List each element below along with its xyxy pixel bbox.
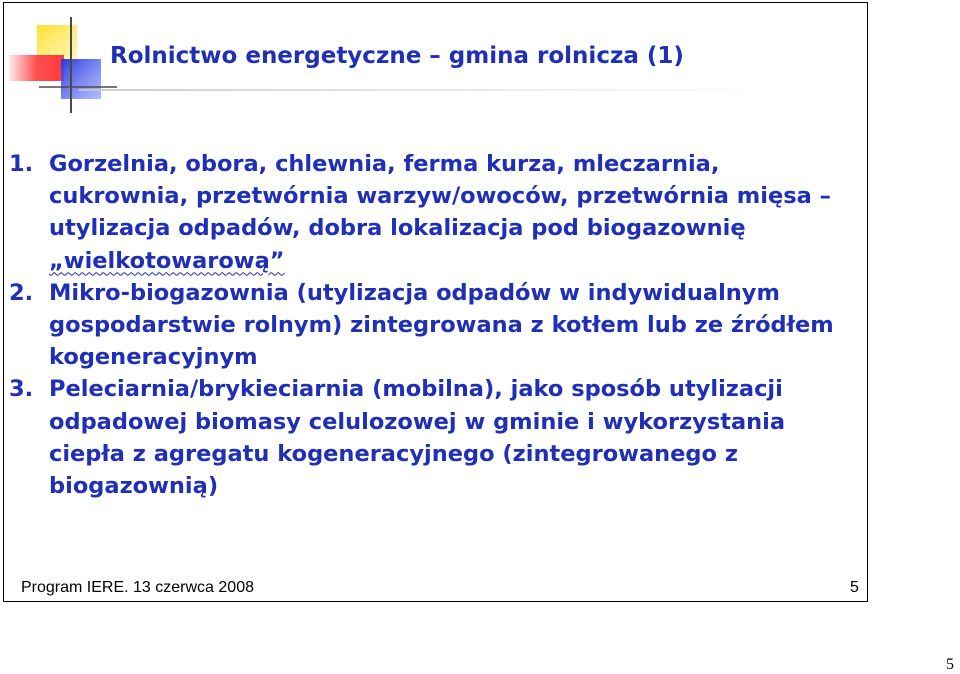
slide-title: Rolnictwo energetyczne – gmina rolnicza (1) <box>110 43 684 69</box>
list-item-number: 3. <box>9 376 34 403</box>
list-item-underlined-text: „wielkotowarową” <box>49 247 285 274</box>
title-underline <box>79 89 779 91</box>
page-number: 5 <box>946 656 954 673</box>
list-item <box>9 148 859 277</box>
list-item <box>9 373 859 502</box>
footer-slide-number: 5 <box>850 579 859 596</box>
footer-text: Program IERE. 13 czerwca 2008 <box>21 579 254 596</box>
list-item-text: Mikro-biogazownia (utylizacja odpadów w indywidualnym gospodarstwie rolnym) zintegrowana z kotłem lub ze źródłem kogeneracyjnym <box>49 279 834 371</box>
list-item-text: Peleciarnia/brykieciarnia (mobilna), jako sposób utylizacji odpadowej biomasy celulozowej w gminie i wykorzystania ciepła z agregatu kogeneracyjnego (zintegrowanego z biogazownią) <box>49 376 786 500</box>
logo-squares-graphic <box>9 15 119 115</box>
list-item <box>9 277 859 374</box>
slide <box>3 2 868 602</box>
list-item-number: 1. <box>9 151 34 177</box>
content-list <box>9 148 859 502</box>
list-item-text: Gorzelnia, obora, chlewnia, ferma kurza, mleczarnia, cukrownia, przetwórnia warzyw/owoców, przetwórnia mięsa – utylizacja odpadów, dobra lokalizacja pod biogazownię <box>49 151 831 242</box>
list-item-number: 2. <box>9 279 34 306</box>
